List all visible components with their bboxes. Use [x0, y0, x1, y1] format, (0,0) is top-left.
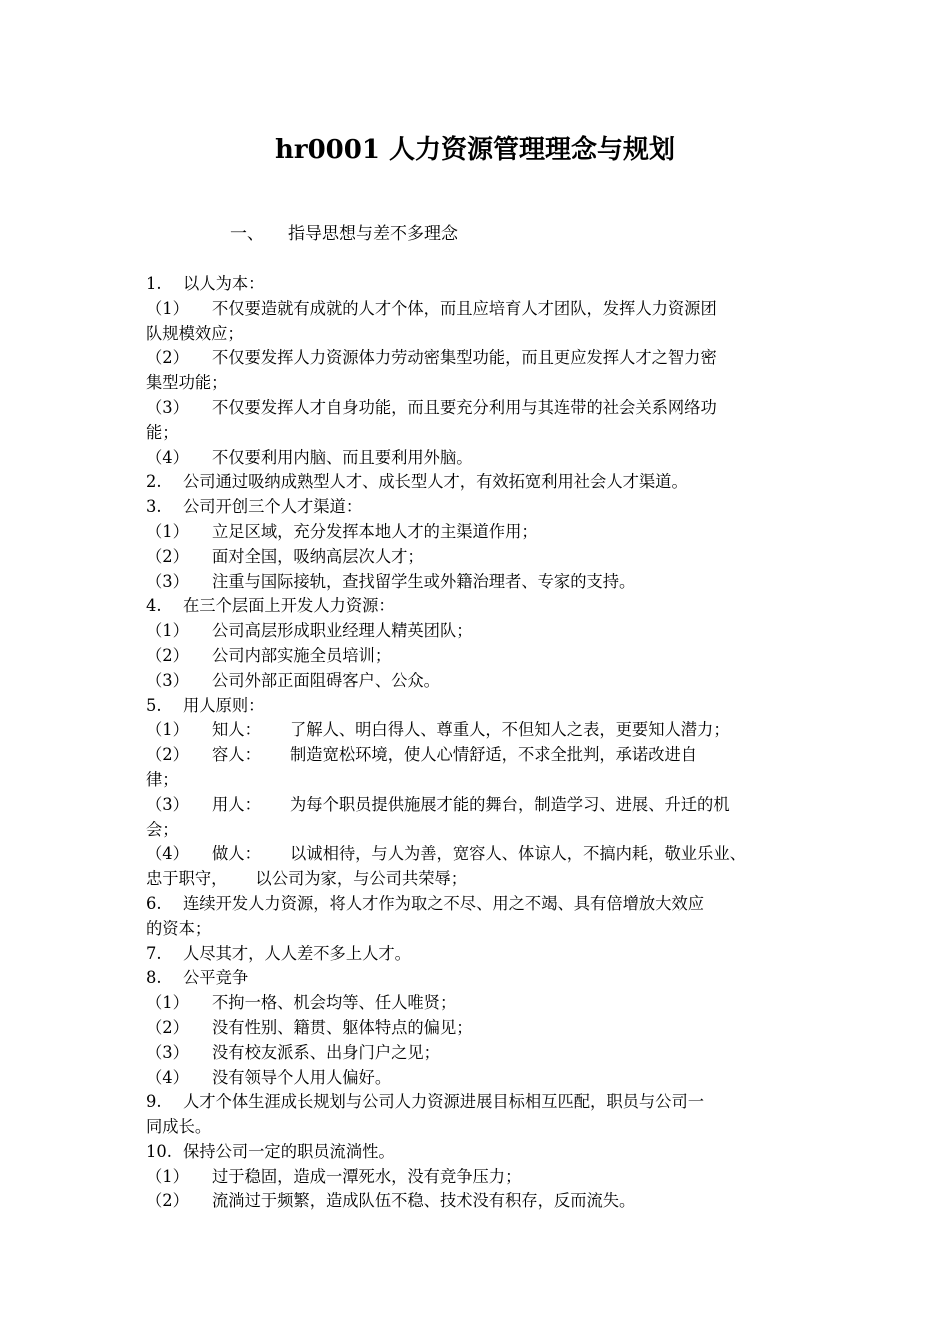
continuation: 会； [146, 819, 179, 839]
list-item: 9. 人才个体生涯成长规划与公司人力资源进展目标相互匹配，职员与公司一 [146, 1092, 705, 1112]
sub-item: （3） 公司外部正面阻碍客户、公众。 [146, 670, 440, 690]
list-item: 7. 人尽其才，人人差不多上人才。 [146, 943, 411, 963]
sub-item: （2） 流淌过于频繁，造成队伍不稳、技术没有积存，反而流失。 [146, 1191, 636, 1211]
sub-item: （3） 没有校友派系、出身门户之见； [146, 1042, 440, 1062]
sub-item: （2） 面对全国，吸纳高层次人才； [146, 546, 424, 566]
list-item: 3. 公司开创三个人才渠道： [146, 497, 363, 517]
list-item: 5. 用人原则： [146, 695, 265, 715]
list-item: 8. 公平竞争 [146, 968, 249, 988]
sub-item: （4） 做人： 以诚相待，与人为善，宽容人、体谅人，不搞内耗，敬业乐业、 [146, 844, 746, 864]
sub-item: （3） 用人： 为每个职员提供施展才能的舞台，制造学习、进展、升迁的机 [146, 794, 730, 814]
sub-item: （1） 公司高层形成职业经理人精英团队； [146, 621, 473, 641]
sub-item: （4） 不仅要利用内脑、而且要利用外脑。 [146, 447, 473, 467]
sub-item: （1） 过于稳固，造成一潭死水，没有竞争压力； [146, 1166, 522, 1186]
sub-item: （2） 公司内部实施全员培训； [146, 645, 392, 665]
document-title: hr0001 人力资源管理理念与规划 [274, 135, 676, 165]
sub-item: （1） 立足区域，充分发挥本地人才的主渠道作用； [146, 521, 538, 541]
list-item: 1. 以人为本： [146, 274, 265, 293]
section-title: 指导思想与差不多理念 [288, 224, 458, 244]
list-item: 4. 在三个层面上开发人力资源： [146, 596, 395, 616]
section-heading [230, 220, 458, 248]
list-item: 2. 公司通过吸纳成熟型人才、成长型人才，有效拓宽利用社会人才渠道。 [146, 472, 688, 492]
sub-item: （2） 没有性别、籍贯、躯体特点的偏见； [146, 1017, 473, 1037]
list-item: 10. 保持公司一定的职员流淌性。 [146, 1141, 395, 1161]
sub-item: （1） 不仅要造就有成就的人才个体，而且应培育人才团队，发挥人力资源团 [146, 298, 717, 318]
continuation: 能； [146, 422, 179, 442]
list-item: 6. 连续开发人力资源，将人才作为取之不尽、用之不竭、具有倍增放大效应 [146, 893, 705, 913]
continuation: 的资本； [146, 918, 212, 938]
sub-item: （2） 容人： 制造宽松环境，使人心情舒适，不求全批判，承诺改进自 [146, 745, 698, 765]
continuation: 忠于职守， 以公司为家，与公司共荣辱； [146, 869, 468, 889]
sub-item: （1） 不拘一格、机会均等、任人唯贤； [146, 993, 457, 1013]
sub-item: （1） 知人： 了解人、明白得人、尊重人，不但知人之表，更要知人潜力； [146, 720, 730, 740]
sub-item: （3） 注重与国际接轨，查找留学生或外籍治理者、专家的支持。 [146, 571, 636, 591]
continuation: 同成长。 [146, 1117, 212, 1137]
document-body [146, 272, 826, 1214]
continuation: 律； [146, 769, 179, 789]
sub-item: （4） 没有领导个人用人偏好。 [146, 1067, 392, 1087]
sub-item: （2） 不仅要发挥人力资源体力劳动密集型功能，而且更应发挥人才之智力密 [146, 348, 717, 368]
sub-item: （3） 不仅要发挥人才自身功能，而且要充分利用与其连带的社会关系网络功 [146, 397, 717, 417]
continuation: 队规模效应； [146, 323, 244, 343]
section-number: 一、 [230, 224, 264, 244]
continuation: 集型功能； [146, 373, 228, 393]
